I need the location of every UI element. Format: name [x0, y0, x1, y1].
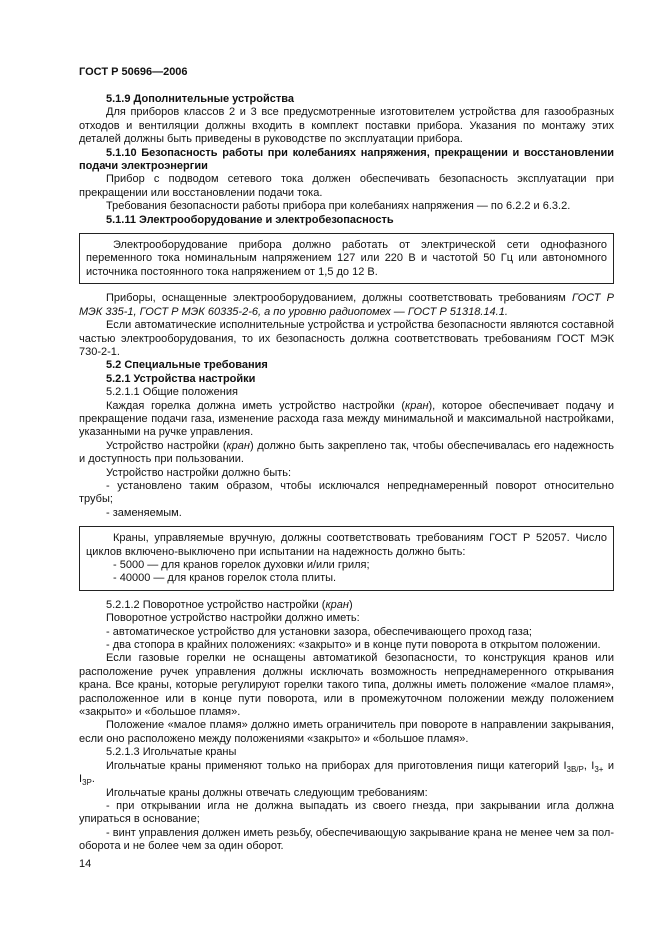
section-5-2-1-3-p2: Игольчатые краны должны отвечать следующим требованиям: [106, 786, 428, 799]
standards-reference: ГОСТ Р МЭК 335-1, ГОСТ Р МЭК 60335-2-6, а по уровню радиопомех — ГОСТ Р 51318.14.1. [79, 292, 614, 318]
p1-part-b: ), которое обеспечивает подачу и прекращение подачи газа, изменение расхода газа между минимальной и максимальной настройками, указанными на ручке управления. [79, 399, 614, 439]
section-5-2-1-2-p2: Если газовые горелки не оснащены автоматикой безопасности, то конструкция кранов или расположение ручек управления должны исключать возможность непреднамеренного открывания крана. Все краны, которые регулируют горелки такого типа, должны иметь положение «малое пламя», расположенное или в конце пути поворота, или в промежуточном положении между положением «закрыто» и «большое пламя». [79, 652, 614, 719]
p1-text: Приборы, оснащенные электрооборудованием, должны соответствовать требованиям [106, 292, 572, 305]
list-item: - установлено таким образом, чтобы исключался непреднамеренный поворот относительно трубы; [79, 479, 614, 506]
p2-part-a: Устройство настройки ( [106, 439, 227, 452]
section-5-1-11-p2: Если автоматические исполнительные устройства и устройства безопасности являются составной частью электрооборудования, то их безопасность должна соответствовать требованиям ГОСТ МЭК 730-2-1. [79, 319, 614, 358]
kran-term: кран [405, 399, 429, 412]
boxed-requirement-valves [79, 526, 614, 591]
section-5-1-10-p2: Требования безопасности работы прибора при колебаниях напряжения — по 6.2.2 и 6.3.2. [106, 200, 571, 213]
separator: , [583, 759, 592, 772]
category-subscript: 3+ [594, 764, 604, 774]
category-symbol: I [591, 759, 595, 772]
section-5-1-11-title: 5.1.11 Электрооборудование и электробезопасность [106, 213, 394, 226]
title-part-a: 5.2.1.2 Поворотное устройство настройки ( [106, 598, 326, 611]
section-5-2-1-title: 5.2.1 Устройства настройки [106, 372, 256, 385]
section-5-2-1-3-p1 [79, 760, 614, 787]
p2-part-b: ) должно быть закреплено так, чтобы обеспечивалась его надежность и доступность при пользовании. [79, 439, 614, 466]
section-5-2-1-1-p2 [79, 440, 614, 467]
boxed-list-item: - 5000 — для кранов горелок духовки и/или гриля; [113, 559, 370, 571]
boxed-list-item: - 40000 — для кранов горелок стола плиты. [113, 572, 337, 585]
section-5-1-10-title: 5.1.10 Безопасность работы при колебаниях напряжения, прекращении и восстановлении подачи электроэнергии [79, 146, 614, 173]
list-item: - автоматическое устройство для установки зазора, обеспечивающего проход газа; [106, 625, 532, 638]
section-5-2-1-1-p1 [79, 400, 614, 440]
category-subscript: 3B/P [566, 764, 584, 774]
section-5-2-1-1-title: 5.2.1.1 Общие положения [106, 386, 238, 399]
list-item: - при открывании игла не должна выпадать из своего гнезда, при закрывании игла должна упираться в основание; [79, 799, 614, 826]
category-subscript: 3P [82, 778, 92, 788]
boxed-electric-text: Электрооборудование прибора должно работать от электрической сети однофазного переменного тока номинальным напряжением 127 или 220 В и частотой 50 Гц или автономного источника постоянного тока напряжением от 1,5 до 12 В. [86, 239, 607, 278]
section-5-2-1-2-title [79, 599, 614, 612]
list-item: - заменяемым. [106, 506, 182, 519]
kran-term: кран [226, 439, 250, 452]
list-item: - винт управления должен иметь резьбу, обеспечивающую закрывание крана не менее чем за пол-оборота и не более чем за один оборот. [79, 826, 614, 853]
section-5-1-10-p1: Прибор с подводом сетевого тока должен обеспечивать безопасность эксплуатации при прекращении или восстановлении подачи тока. [79, 173, 614, 199]
list-item: - два стопора в крайних положениях: «закрыто» и в конце пути поворота в открытом положении. [106, 639, 601, 652]
section-5-2-title: 5.2 Специальные требования [106, 359, 268, 372]
boxed-valves-text: Краны, управляемые вручную, должны соответствовать требованиям ГОСТ Р 52057. Число циклов включено-выключено при испытании на надежность должно быть: [86, 532, 607, 558]
boxed-requirement-electric [79, 233, 614, 284]
section-5-2-1-2-p3: Положение «малое пламя» должно иметь ограничитель при повороте в направлении закрывания, если оно расположено между положениями «закрыто» и «большое пламя». [79, 719, 614, 745]
p1-part-a: Каждая горелка должна иметь устройство настройки ( [106, 399, 406, 412]
section-5-2-1-3-title: 5.2.1.3 Игольчатые краны [106, 746, 237, 759]
separator: и [603, 759, 614, 772]
document-body [79, 93, 614, 854]
page-number: 14 [79, 858, 92, 870]
document-header: ГОСТ Р 50696—2006 [79, 66, 188, 78]
section-5-1-9-text: Для приборов классов 2 и 3 все предусмотренные изготовителем устройства для газообразных отходов и вентиляции должны входить в комплект поставки прибора. Указания по монтажу этих деталей должны быть приведены в руководстве по эксплуатации прибора. [79, 106, 614, 146]
period: . [91, 773, 95, 786]
section-5-1-11-p1 [79, 292, 614, 319]
category-symbol: I [79, 773, 83, 786]
section-5-2-1-1-p3: Устройство настройки должно быть: [106, 466, 292, 479]
category-symbol: I [563, 759, 567, 772]
section-5-2-1-2-p1: Поворотное устройство настройки должно иметь: [106, 612, 360, 625]
kran-term: кран [325, 598, 349, 611]
title-part-b: ) [348, 598, 353, 611]
section-5-1-9-title: 5.1.9 Дополнительные устройства [106, 93, 294, 105]
p1-text: Игольчатые краны применяют только на приборах для приготовления пищи категорий [106, 759, 564, 772]
